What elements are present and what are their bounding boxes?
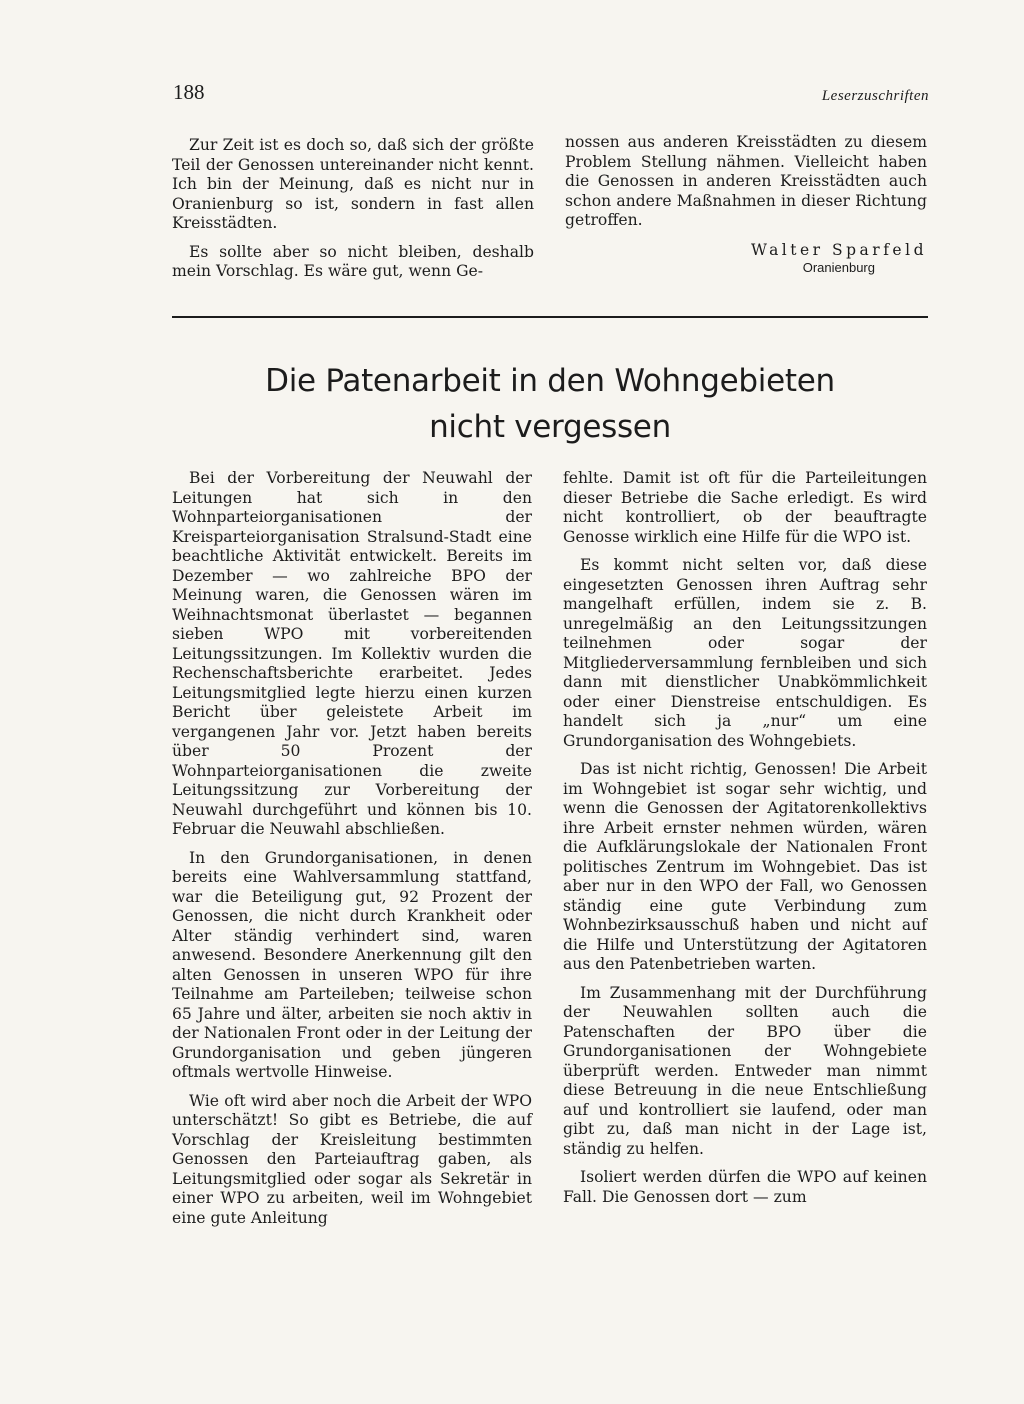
signature-place: Oranienburg	[802, 259, 875, 275]
letter-column-left	[172, 136, 534, 291]
running-head: Leserzuschriften	[821, 88, 929, 104]
article-paragraph: Es kommt nicht selten vor, daß diese eingesetzten Genossen ihren Auftrag sehr mangelhaft erfüllen, indem sie z. B. unregelmäßig an den Leitungssitzungen teilnehmen oder sogar der Mitgliederversammlung fernbleiben und sich dann mit dienstlicher Unabkömmlichkeit oder einer Dienstreise entschuldigen. Es handelt sich ja „nur“ um eine Grundorganisation des Wohngebiets.	[563, 556, 927, 750]
page-number: 188	[173, 80, 205, 104]
section-divider	[172, 316, 928, 318]
letter-column-right	[565, 133, 927, 276]
article-paragraph: Isoliert werden dürfen die WPO auf keinen Fall. Die Genossen dort — zum	[563, 1168, 927, 1206]
article-title-line-2: nicht vergessen	[429, 409, 671, 445]
letter-paragraph: Zur Zeit ist es doch so, daß sich der größte Teil der Genossen untereinander nicht kennt. Ich bin der Meinung, daß es nicht nur in Oranienburg so ist, sondern in fast allen Kreisstädten.	[172, 136, 534, 232]
article-title-line-1: Die Patenarbeit in den Wohngebieten	[265, 363, 835, 399]
letter-signature	[565, 240, 927, 276]
article-paragraph: Im Zusammenhang mit der Durchführung der Neuwahlen sollten auch die Patenschaften der BPO über die Grundorganisationen der Wohngebiete überprüft werden. Entweder man nimmt diese Betreuung in die neue Entschließung auf und kontrolliert sie laufend, oder man gibt zu, daß man nicht in der Lage ist, ständig zu helfen.	[563, 983, 927, 1158]
article-paragraph: Wie oft wird aber noch die Arbeit der WPO unterschätzt! So gibt es Betriebe, die auf Vorschlag der Kreisleitung bestimmten Genossen den Parteiauftrag gaben, als Leitungsmitglied oder sogar als Sekretär in einer WPO zu arbeiten, weil im Wohngebiet eine gute Anleitung	[172, 1091, 532, 1227]
article-column-left	[172, 469, 532, 1237]
letter-paragraph: nossen aus anderen Kreisstädten zu diesem Problem Stellung nähmen. Vielleicht haben die Genossen in anderen Kreisstädten auch schon andere Maßnahmen in dieser Richtung getroffen.	[565, 133, 927, 229]
article-column-right	[563, 469, 927, 1216]
signature-name: Walter Sparfeld	[750, 240, 927, 259]
article-title	[172, 358, 928, 450]
article-paragraph: In den Grundorganisationen, in denen bereits eine Wahlversammlung stattfand, war die Beteiligung gut, 92 Prozent der Genossen, die nicht durch Krankheit oder Alter ständig verhindert sind, waren anwesend. Besondere Anerkennung gilt den alten Genossen in unseren WPO für ihre Teilnahme am Parteileben; teilweise schon 65 Jahre und älter, arbeiten sie noch aktiv in der Nationalen Front oder in der Leitung der Grundorganisation und geben jüngeren oftmals wertvolle Hinweise.	[172, 848, 532, 1081]
article-paragraph: fehlte. Damit ist oft für die Parteileitungen dieser Betriebe die Sache erledigt. Es wird nicht kontrolliert, ob der beauftragte Genosse wirklich eine Hilfe für die WPO ist.	[563, 469, 927, 546]
article-paragraph: Bei der Vorbereitung der Neuwahl der Leitungen hat sich in den Wohnparteiorganisationen der Kreisparteiorganisation Stralsund-Stadt eine beachtliche Aktivität entwickelt. Bereits im Dezember — wo zahlreiche BPO der Meinung waren, die Genossen wären im Weihnachtsmonat überlastet — begannen sieben WPO mit vorbereitenden Leitungssitzungen. Im Kollektiv wurden die Rechenschaftsberichte erarbeitet. Jedes Leitungsmitglied legte hierzu einen kurzen Bericht über geleistete Arbeit im vergangenen Jahr vor. Jetzt haben bereits über 50 Prozent der Wohnparteiorganisationen die zweite Leitungssitzung zur Vorbereitung der Neuwahl durchgeführt und können bis 10. Februar die Neuwahl abschließen.	[172, 469, 532, 838]
letter-paragraph: Es sollte aber so nicht bleiben, deshalb mein Vorschlag. Es wäre gut, wenn Ge-	[172, 242, 534, 280]
article-paragraph: Das ist nicht richtig, Genossen! Die Arbeit im Wohngebiet ist sogar sehr wichtig, und wenn die Genossen der Agitatorenkollektivs ihre Arbeit ernster nehmen würden, wären die Aufklärungslokale der Nationalen Front politisches Zentrum im Wohngebiet. Das ist aber nur in den WPO der Fall, wo Genossen ständig eine gute Verbindung zum Wohnbezirksausschuß haben und nicht auf die Hilfe und Unterstützung der Agitatoren aus den Patenbetrieben warten.	[563, 760, 927, 973]
